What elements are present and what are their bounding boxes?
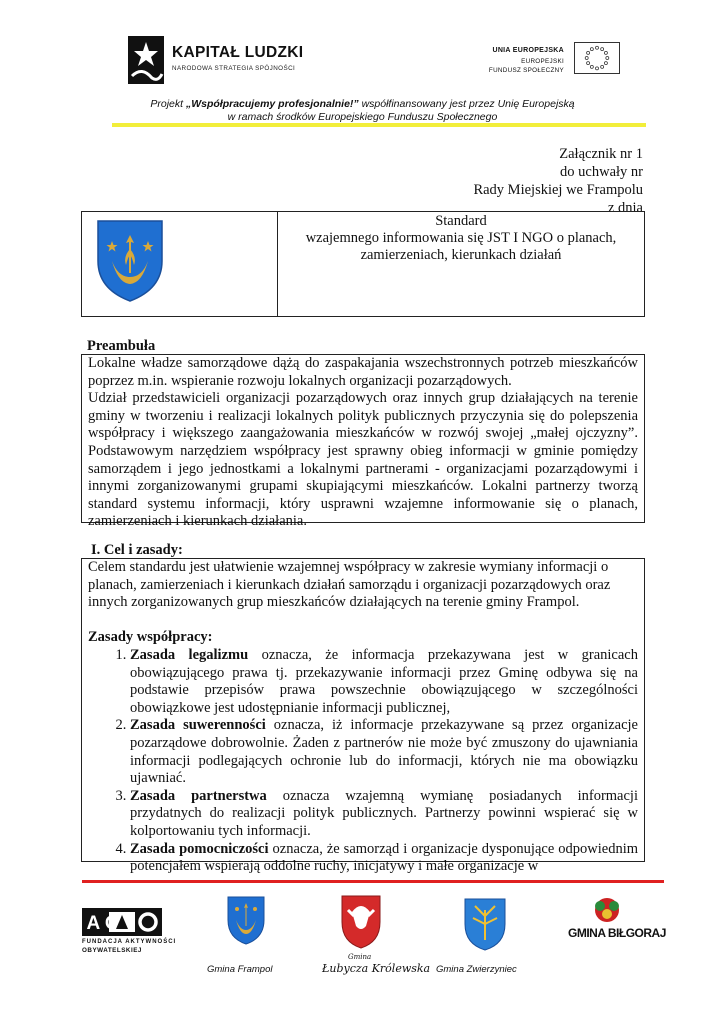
lubycza-crest-icon: [338, 892, 384, 950]
principle-term: Zasada suwerenności: [130, 717, 266, 734]
goal-intro: Celem standardu jest ułatwienie wzajemnej współpracy w zakresie wymiany informacji o planach, zamierzeniach i kierunkach działań samorządu i organizacji pozarządowych oraz innych zorganizowanych grup mieszkańców działających na terenie gminy Frampol.: [88, 559, 611, 611]
fao-letter-f: F A O: [70, 913, 120, 934]
project-statement: [0, 98, 725, 124]
project-suffix: współfinansowany jest przez Unię Europejską: [358, 98, 575, 110]
principles-list: [88, 647, 638, 876]
annex-council: Rady Miejskiej we Frampolu: [473, 182, 643, 198]
project-line2: w ramach środków Europejskiego Funduszu Społecznego: [227, 111, 498, 123]
list-item: [130, 788, 638, 841]
preamble-box: [81, 354, 645, 530]
principle-text: oznacza, że samorząd i organizacje dysponujące odpowiednim potencjałem wspierają oddolne ruchy, inicjatywy i małe organizacje w: [130, 840, 638, 875]
principle-text: oznacza, iż informacje przekazywane są przez organizacje pozarządowe dobrowolnie. Żaden z partnerów nie może być zmuszony do ujawniania informacji podlegających ochronie lub do informacji, których nie ma obowiązku ujawniać.: [130, 717, 638, 787]
preamble-paragraph-2: Udział przedstawicieli organizacji pozarządowych oraz innych grup działających na terenie gminy w tworzeniu i realizacji lokalnych polityk publicznych przyczynia się do polepszenia współpracy i większego zaangażowania mieszkańców w rozwój swojej „małej ojczyzny”. Podstawowym narzędziem współpracy jest sprawny obieg informacji w gminie pomiędzy samorządem i jego jednostkami a lokalnymi partnerami - organizacjami pozarządowymi i innymi zorganizowanymi grupami skupiającymi mieszkańców. Lokalni partnerzy tworzą standard systemu informacji, który usprawni wzajemne informowanie się o planach, zamierzeniach i kierunkach działania.: [88, 390, 638, 530]
red-divider: [82, 880, 664, 883]
goal-box: [81, 558, 645, 875]
list-item: [130, 841, 638, 876]
bilgoraj-ornament-icon: [588, 896, 626, 926]
annex-number: Załącznik nr 1: [559, 146, 643, 162]
standard-title: [278, 213, 644, 264]
fao-line2: OBYWATELSKIEJ: [82, 947, 142, 954]
fao-mark-icon: [70, 908, 162, 936]
fao-logo: [70, 906, 177, 954]
title-table: [81, 211, 645, 317]
lubycza-label-gmina: Gmina: [348, 953, 372, 961]
principle-text: oznacza wzajemną wymianę posiadanych informacji przydatnych do realizacji polityk publicznych. Partnerzy powinni wspierać się w kolportowaniu tych informacji.: [130, 787, 638, 839]
kapital-ludzki-logo: [128, 36, 304, 88]
bilgoraj-label: GMINA BIŁGORAJ: [568, 926, 666, 940]
goal-heading: I. Cel i zasady:: [91, 542, 183, 558]
lubycza-label-name: Łubycza Królewska: [322, 962, 431, 975]
kapital-ludzki-title: KAPITAŁ LUDZKI: [172, 44, 304, 61]
principles-heading: Zasady współpracy:: [88, 629, 213, 646]
bilgoraj-logo: [568, 896, 666, 948]
zwierzyniec-label: Gmina Zwierzyniec: [436, 964, 517, 975]
list-item: [130, 647, 638, 717]
eu-flag-icon: [574, 42, 620, 74]
eu-line1: UNIA EUROPEJSKA: [492, 47, 564, 54]
eu-line3: FUNDUSZ SPOŁECZNY: [488, 67, 564, 74]
kapital-ludzki-subtitle: NARODOWA STRATEGIA SPÓJNOŚCI: [172, 65, 296, 72]
eu-logo: [470, 42, 620, 86]
preamble-paragraph-1: Lokalne władze samorządowe dążą do zaspakajania wszechstronnych potrzeb mieszkańców poprzez m.in. wspieranie rozwoju lokalnych organizacji pozarządowych.: [88, 355, 638, 389]
annex-date: z dnia: [607, 200, 643, 216]
eu-line2: EUROPEJSKI: [521, 58, 564, 65]
principle-term: Zasada partnerstwa: [130, 787, 267, 804]
frampol-footer-crest-icon: [225, 894, 267, 946]
preamble-heading: Preambuła: [87, 338, 156, 354]
standard-title-line1: Standard: [435, 213, 487, 229]
principle-text: oznacza, że informacja przekazywana jest w granicach obowiązującego prawa tj. przekazywanie informacji przez Gminę odbywa się na podstawie przepisów prawa powszechnie obowiązującego w szczególności obowiązkowe jest udostępnianie informacji publicznej,: [130, 646, 638, 716]
project-prefix: Projekt: [150, 98, 186, 110]
principle-term: Zasada legalizmu: [130, 646, 249, 663]
frampol-label: Gmina Frampol: [207, 964, 273, 975]
list-item: [130, 717, 638, 787]
frampol-crest-icon: [90, 217, 170, 303]
standard-title-line3: zamierzeniach, kierunkach działań: [360, 247, 562, 263]
fao-line1: FUNDACJA AKTYWNOŚCI: [82, 939, 177, 945]
project-name: „Współpracujemy profesjonalnie!”: [185, 98, 359, 110]
yellow-divider: [112, 123, 646, 127]
annex-resolution: do uchwały nr: [560, 164, 643, 180]
standard-title-line2: wzajemnego informowania się JST I NGO o planach,: [305, 230, 617, 246]
kapital-ludzki-star-icon: [128, 36, 164, 84]
principle-term: Zasada pomocniczości: [130, 840, 269, 857]
zwierzyniec-crest-icon: [461, 896, 509, 952]
